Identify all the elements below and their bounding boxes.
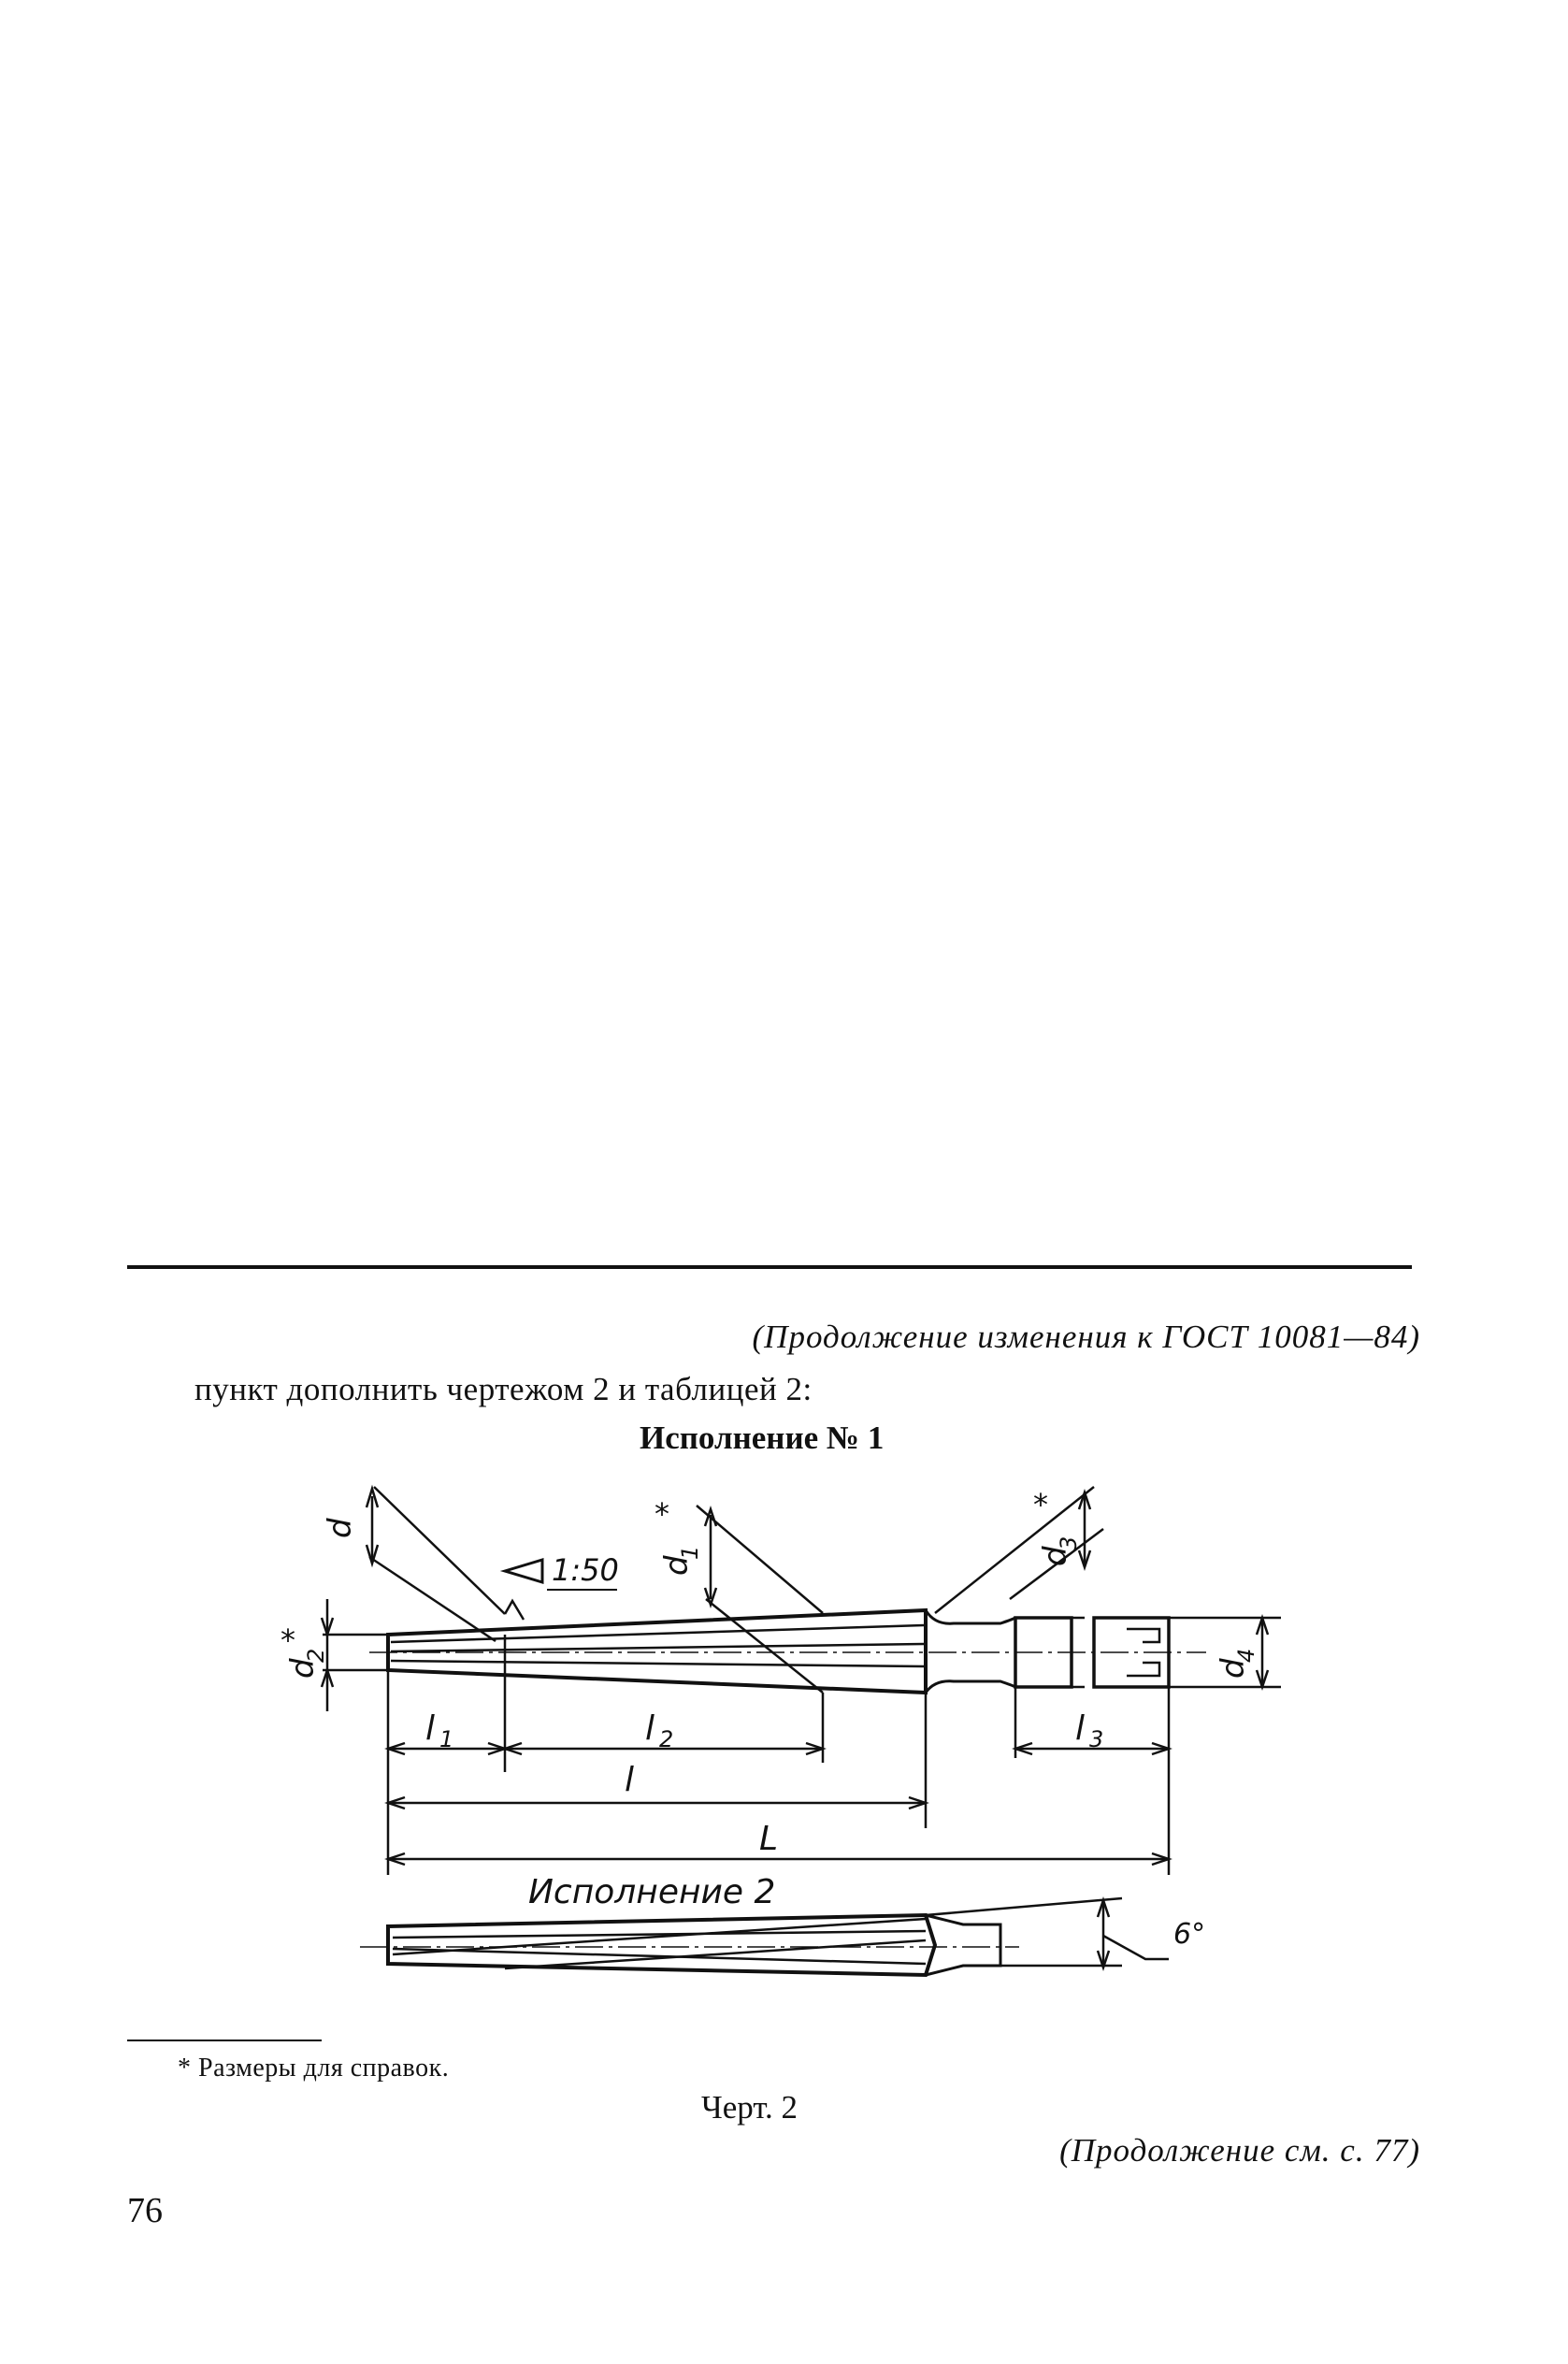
label-l1: l (425, 1709, 436, 1748)
label-d2-star: * (281, 1622, 295, 1658)
label-L: L (759, 1820, 779, 1858)
angle-label: 6° (1173, 1918, 1206, 1951)
label-d3-star: * (1033, 1487, 1048, 1522)
footnote: * Размеры для справок. (178, 2054, 450, 2083)
label-d4: d (1215, 1658, 1252, 1679)
label-l2-sub: 2 (659, 1726, 674, 1752)
label-l3-sub: 3 (1089, 1726, 1104, 1752)
taper-symbol-icon (505, 1560, 542, 1582)
label-d3: d (1037, 1546, 1074, 1566)
label-d4-sub: 4 (1233, 1648, 1259, 1663)
technical-drawing (0, 1459, 1568, 2020)
label-l2: l (645, 1709, 655, 1748)
label-d2-sub: 2 (303, 1648, 329, 1663)
taper-label: 1:50 (552, 1552, 619, 1588)
header-rule (127, 1265, 1412, 1269)
figure-caption: Черт. 2 (701, 2089, 798, 2126)
label-d1: d (658, 1555, 696, 1576)
reamer-neck (926, 1610, 1015, 1693)
header-note: (Продолжение изменения к ГОСТ 10081—84) (752, 1319, 1420, 1355)
label-d2: d (284, 1658, 322, 1679)
continuation-note: (Продолжение см. с. 77) (1059, 2132, 1420, 2169)
variant2-title: Исполнение 2 (528, 1873, 776, 1911)
label-l: l (625, 1761, 635, 1799)
label-d1-star: * (655, 1496, 669, 1532)
intro-text: пункт дополнить чертежом 2 и таблицей 2: (194, 1371, 813, 1407)
page-number: 76 (127, 2191, 163, 2230)
label-d3-sub: 3 (1056, 1535, 1082, 1550)
variant1-title: Исполнение № 1 (640, 1420, 885, 1456)
label-l3: l (1075, 1709, 1086, 1748)
label-d1-sub: 1 (677, 1545, 703, 1560)
footnote-rule (127, 2040, 322, 2041)
label-l1-sub: 1 (439, 1726, 454, 1752)
label-d: d (322, 1518, 359, 1538)
